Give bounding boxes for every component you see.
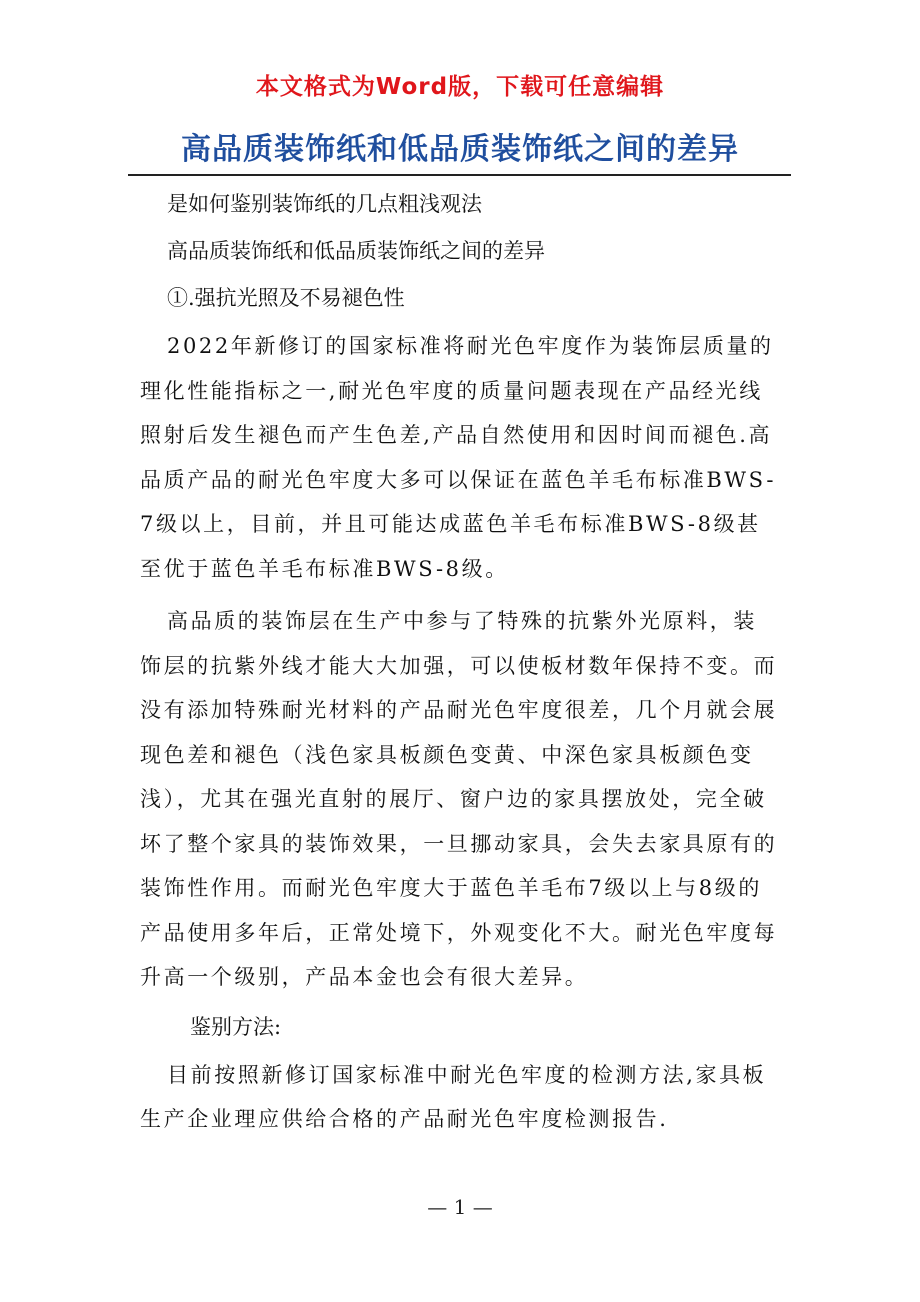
method-label: 鉴别方法: [190,1014,282,1039]
paragraph: 2022年新修订的国家标准将耐光色牢度作为装饰层质量的理化性能指标之一,耐光色牢度的质量问题表现在产品经光线照射后发生褪色而产生色差,产品自然使用和因时间而褪色.高品质产品的耐光色牢度大多可以保证在蓝色羊毛布标准BWS-7级以上，目前，并且可能达成蓝色羊毛布标准BWS-8级甚至优于蓝色羊毛布标准BWS-8级。 [140,334,777,581]
page-number: — 1 — [427,1195,493,1219]
section-heading: ①.强抗光照及不易褪色性 [167,286,405,310]
intro-line: 是如何鉴别装饰纸的几点粗浅观法 [167,192,482,216]
download-banner: 本文格式为Word版，下载可任意编辑 [255,74,665,100]
paragraph: 目前按照新修订国家标准中耐光色牢度的检测方法,家具板生产企业理应供给合格的产品耐光色牢度检测报告. [140,1062,767,1131]
document-title: 高品质装饰纸和低品质装饰纸之间的差异 [181,132,739,167]
paragraph: 高品质的装饰层在生产中参与了特殊的抗紫外光原料，装饰层的抗紫外线才能大大加强，可以使板材数年保持不变。而没有添加特殊耐光材料的产品耐光色牢度很差，几个月就会展现色差和褪色（浅色家具板颜色变黄、中深色家具板颜色变浅），尤其在强光直射的展厅、窗户边的家具摆放处，完全破坏了整个家具的装饰效果，一旦挪动家具，会失去家具原有的装饰性作用。而耐光色牢度大于蓝色羊毛布7级以上与8级的产品使用多年后，正常处境下，外观变化不大。耐光色牢度每升高一个级别，产品本金也会有很大差异。 [140,609,778,989]
document-body [140,185,780,1142]
title-divider [128,174,791,176]
intro-line: 高品质装饰纸和低品质装饰纸之间的差异 [167,239,545,263]
